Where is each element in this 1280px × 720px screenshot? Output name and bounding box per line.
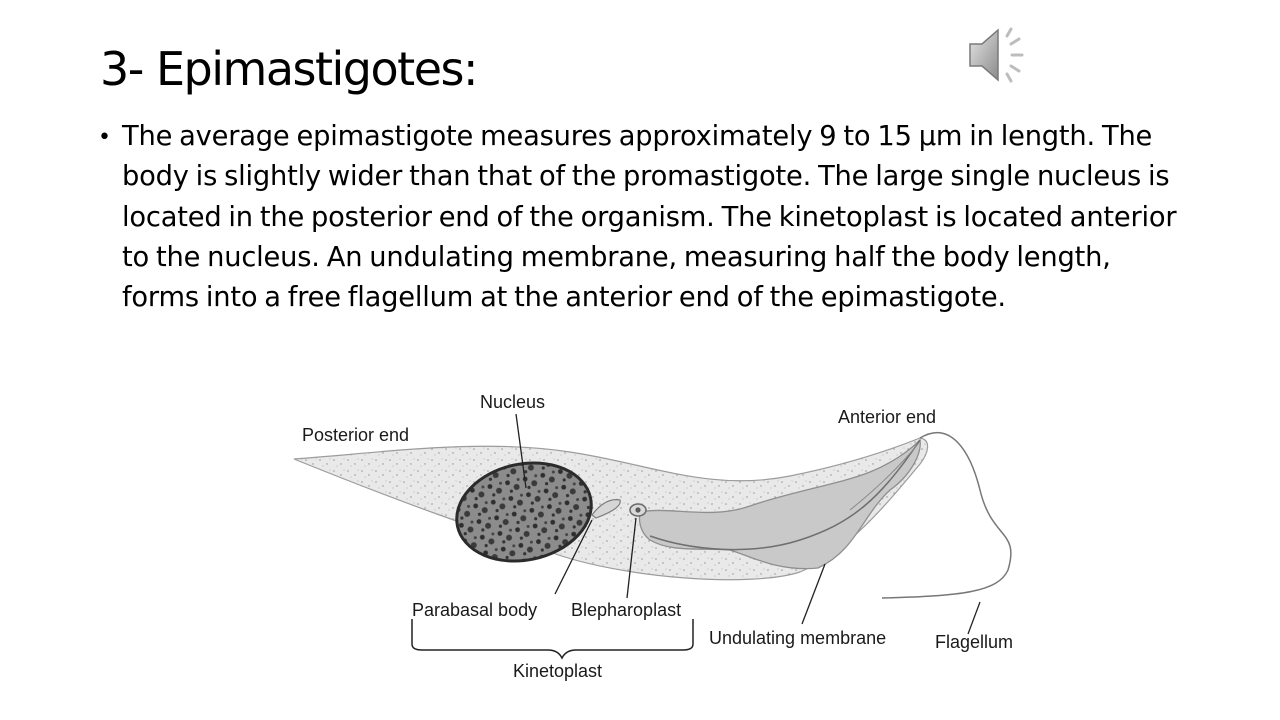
nucleus-label: Nucleus xyxy=(480,392,546,412)
kinetoplast-bracket xyxy=(412,619,693,658)
kinetoplast-label: Kinetoplast xyxy=(513,661,603,681)
bullet-marker: • xyxy=(98,125,111,150)
slide-title: 3- Epimastigotes: xyxy=(100,42,477,96)
speaker-icon[interactable] xyxy=(964,24,1034,86)
blepharoplast-label: Blepharoplast xyxy=(571,600,682,620)
bullet-text: The average epimastigote measures approximately 9 to 15 µm in length. The body is slightly wider than that of the promastigote. The large single nucleus is located in the posterior end of the organism. The kinetoplast is located anterior to the nucleus. An undulating membrane, measuring half the body length, forms into a free flagellum at the anterior end of the epimastigote. xyxy=(122,121,1177,314)
anterior-end-label: Anterior end xyxy=(838,407,937,427)
posterior-end-label: Posterior end xyxy=(302,425,410,445)
flagellum-label: Flagellum xyxy=(935,632,1014,652)
epimastigote-diagram xyxy=(150,380,1110,700)
parabasal-body-label: Parabasal body xyxy=(412,600,538,620)
undulating-membrane-label: Undulating membrane xyxy=(709,628,887,648)
